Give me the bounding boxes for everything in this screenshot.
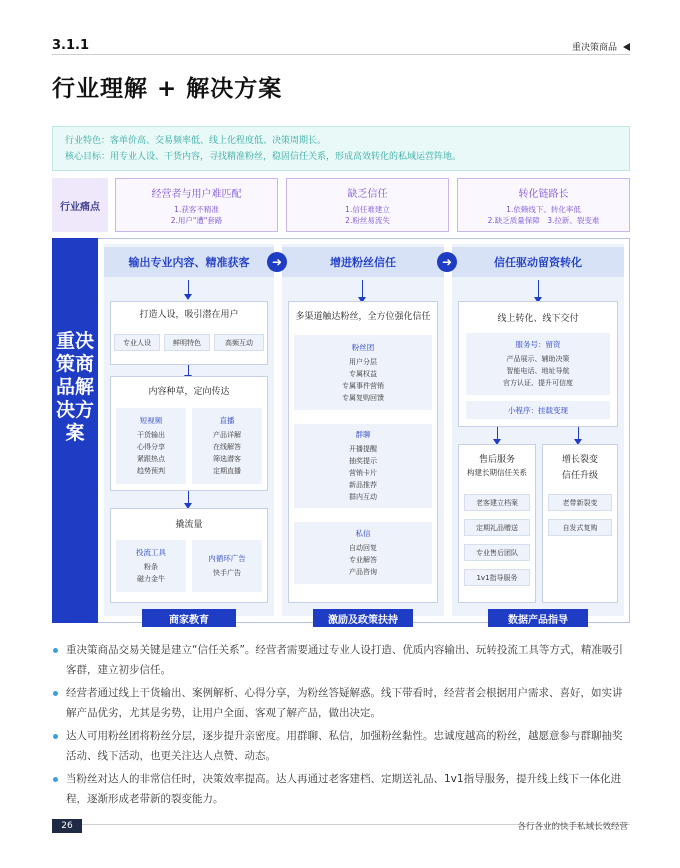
pain-item: 2.粉丝易流失 xyxy=(345,215,390,225)
after-sales-subtitle: 构建长期信任关系 xyxy=(467,468,527,477)
item: 在线解答 xyxy=(213,443,241,451)
item: 智能电话、地址导航 xyxy=(506,367,570,375)
arrow-down-icon xyxy=(184,294,192,300)
pain-item: 1.获客不精准 xyxy=(174,204,219,214)
bullet-list xyxy=(52,640,630,812)
book-title: 各行各业的快手私域长效经营 xyxy=(517,822,628,832)
item: 磁力金牛 xyxy=(137,575,165,583)
ad-tool-box xyxy=(116,540,186,592)
item: 开播提醒 xyxy=(349,445,377,453)
pain-item: 1.依赖线下、转化率低 xyxy=(506,204,581,214)
growth-title: 增长裂变 xyxy=(561,455,598,465)
bullet-item: 达人可用粉丝团将粉丝分层，逐步提升亲密度。用群聊、私信，加强粉丝黏性。忠诚度越高的粉丝，越愿意参与群聊抽奖活动、线下活动，也更关注达人点赞、动态。 xyxy=(52,726,630,766)
header-divider xyxy=(52,54,630,55)
pill: 鲜明特色 xyxy=(164,334,210,351)
card-conversion-title: 线上转化、线下交付 xyxy=(497,314,579,324)
pain-item: 1.信任难建立 xyxy=(345,204,390,214)
section-number: 3.1.1 xyxy=(52,38,90,53)
incentive-policy-button: 激励及政策扶持 xyxy=(313,609,413,627)
ad-tool-title: 投流工具 xyxy=(136,548,166,557)
group-chat-title: 群聊 xyxy=(355,430,371,439)
pain-item: 2.缺乏质量保障 3.拉新、裂变难 xyxy=(487,215,600,225)
connector-line xyxy=(188,280,189,294)
inner-ad-box xyxy=(192,540,262,592)
fan-group-box xyxy=(294,335,432,410)
column-3-head: 信任驱动留资转化 xyxy=(452,247,624,277)
item: 专业解答 xyxy=(349,556,377,564)
item: 专属权益 xyxy=(349,369,377,378)
item: 心得分享 xyxy=(137,443,165,451)
item: 干货输出 xyxy=(137,431,165,439)
pain-title: 转化链路长 xyxy=(518,188,569,200)
item: 群内互动 xyxy=(349,493,377,501)
pain-box-conversion xyxy=(457,178,630,232)
card-trust-title: 多渠道触达粉丝，全方位强化信任 xyxy=(295,312,431,322)
intro-line-features: 行业特色：客单价高、交易频率低、线上化程度低、决策周期长。 xyxy=(65,136,327,146)
item: 专属事件营销 xyxy=(342,381,384,390)
inner-ad-title: 内循环广告 xyxy=(208,554,246,563)
item: 营销卡片 xyxy=(349,469,377,477)
page-title: 行业理解 + 解决方案 xyxy=(52,76,283,102)
intro-line-goal: 核心目标：用专业人设、干货内容，寻找精准粉丝，稳固信任关系，形成高效转化的私域运营阵地。 xyxy=(65,152,462,162)
item: 专属复购回馈 xyxy=(342,393,384,402)
item: 趋势预判 xyxy=(137,467,165,475)
chapter-name: 重决策商品 xyxy=(571,43,617,53)
fan-group-title: 粉丝团 xyxy=(351,342,375,352)
growth-subtitle: 信任升级 xyxy=(561,471,598,481)
item: 官方认证、提升可信度 xyxy=(503,379,573,387)
pain-box-matching xyxy=(115,178,278,232)
item: 筛选潜客 xyxy=(213,455,241,463)
item: 新品推荐 xyxy=(349,481,377,489)
item: 定期直播 xyxy=(213,467,241,475)
sidebar-label: 重决策商品解决方案 xyxy=(55,330,94,444)
bullet-item: 当粉丝对达人的非常信任时，决策效率提高。达人再通过老客建档、定期送礼品、1v1指导服务，提升线上线下一体化进程，逐渐形成老带新的裂变能力。 xyxy=(52,769,630,809)
data-product-button: 数据产品指导 xyxy=(488,609,588,627)
pill: 1v1指导服务 xyxy=(464,569,530,586)
pill: 专业人设 xyxy=(114,334,160,351)
short-video-title: 短视频 xyxy=(139,416,163,425)
live-stream-box xyxy=(192,408,262,484)
mini-program-box xyxy=(466,401,610,419)
pain-item: 2.用户"遭"套路 xyxy=(170,215,223,225)
bullet-item: 重决策商品交易关键是建立“信任关系”。经营者需要通过专业人设打造、优质内容输出、玩转投流工具等方式，精准吸引客群，建立初步信任。 xyxy=(52,640,630,680)
private-message-title: 私信 xyxy=(355,529,371,538)
intro-box xyxy=(52,126,630,171)
arrow-right-icon: ➜ xyxy=(437,252,457,272)
card-persona-title: 打造人设，吸引潜在用户 xyxy=(139,310,239,320)
column-2-head: 增进粉丝信任 xyxy=(282,247,444,277)
mini-program-label: 小程序：挂载变现 xyxy=(508,405,568,415)
service-account-box xyxy=(466,333,610,395)
pain-title: 经营者与用户难匹配 xyxy=(151,188,242,200)
pain-label: 行业痛点 xyxy=(52,178,108,232)
item: 自动回复 xyxy=(349,544,377,552)
item: 粉条 xyxy=(144,563,158,571)
card-content-title: 内容种草，定向传达 xyxy=(148,387,230,397)
group-chat-box xyxy=(294,424,432,508)
chapter-label xyxy=(572,40,630,53)
private-message-box xyxy=(294,522,432,584)
pill: 自发式复购 xyxy=(548,519,612,536)
page-number: 26 xyxy=(52,819,82,833)
column-1-head: 输出专业内容、精准获客 xyxy=(104,247,274,277)
card-traffic-title: 撬流量 xyxy=(175,520,203,530)
pill: 老带新裂变 xyxy=(548,494,612,511)
item: 快手广告 xyxy=(213,569,241,577)
pill: 高频互动 xyxy=(214,334,264,351)
item: 产品咨询 xyxy=(349,568,377,576)
arrow-right-icon: ➜ xyxy=(267,252,287,272)
connector-line xyxy=(362,280,363,298)
pill: 定期礼品赠送 xyxy=(464,519,530,536)
pill: 老客建立档案 xyxy=(464,494,530,511)
merchant-education-button: 商家教育 xyxy=(142,609,236,627)
item: 产品展示、辅助决策 xyxy=(506,355,570,363)
service-account-title: 服务号：留资 xyxy=(515,340,561,349)
item: 产品详解 xyxy=(213,431,241,439)
short-video-box xyxy=(116,408,186,484)
pain-title: 缺乏信任 xyxy=(347,188,388,200)
item: 抽奖提示 xyxy=(349,457,377,465)
connector-line xyxy=(538,280,539,298)
item: 紧跟热点 xyxy=(137,455,165,463)
bullet-item: 经营者通过线上干货输出、案例解析、心得分享，为粉丝答疑解惑。线下带看时，经营者会根据用户需求、喜好，如实讲解产品优劣，尤其是劣势，让用户全面、客观了解产品，做出决定。 xyxy=(52,683,630,723)
triangle-left-icon xyxy=(623,43,630,51)
item: 用户分层 xyxy=(349,357,377,366)
live-stream-title: 直播 xyxy=(219,416,235,425)
pain-box-trust xyxy=(286,178,449,232)
pill: 专业售后团队 xyxy=(464,544,530,561)
after-sales-title: 售后服务 xyxy=(478,455,515,465)
